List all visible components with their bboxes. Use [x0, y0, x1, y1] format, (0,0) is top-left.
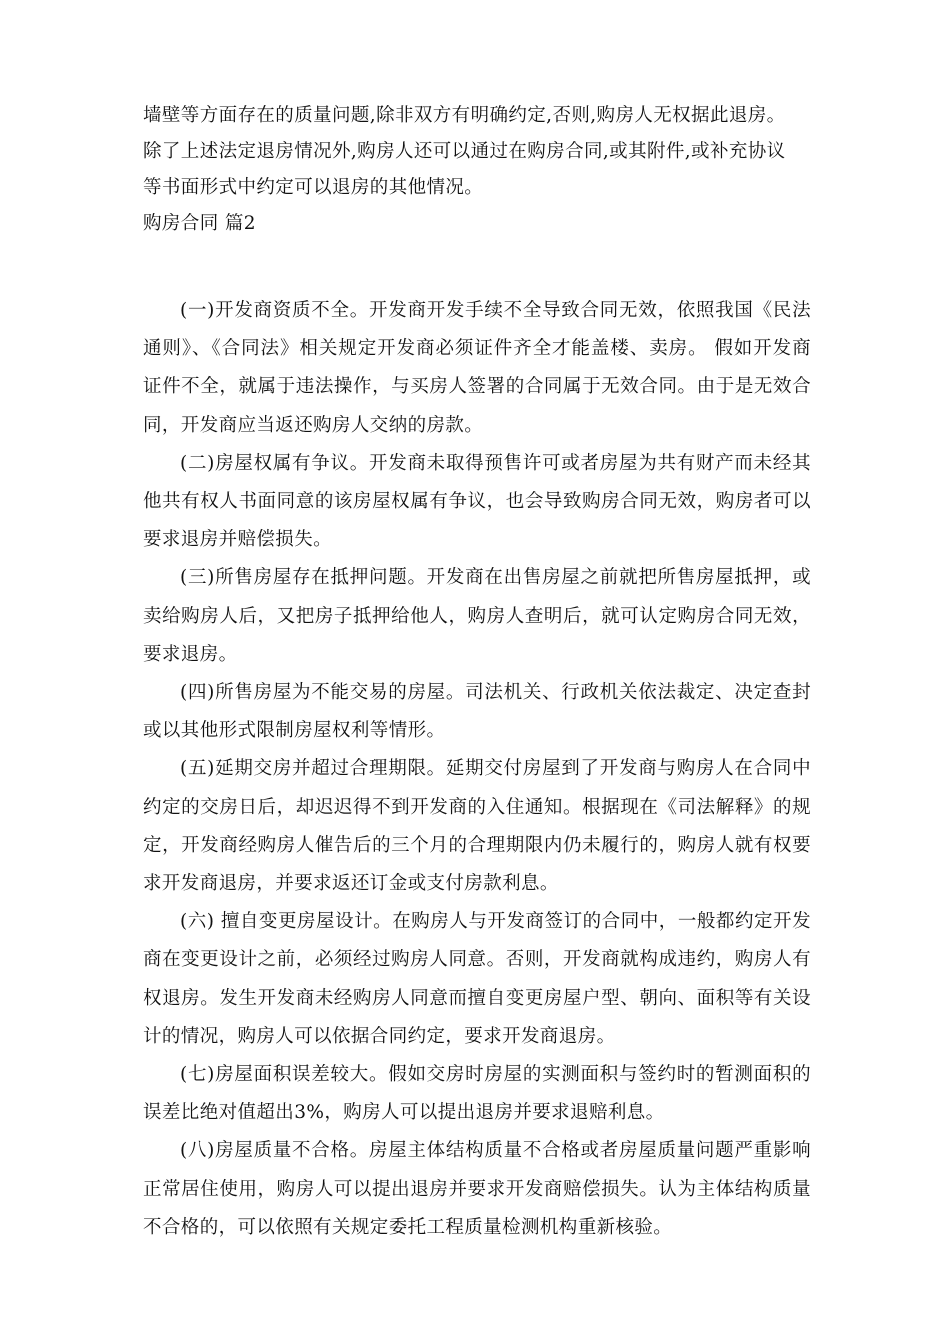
paragraph: (七)房屋面积误差较大。假如交房时房屋的实测面积与签约时的暂测面积的误差比绝对值超出3%，购房人可以提出退房并要求退赔利息。: [143, 1064, 811, 1124]
intro-line: 除了上述法定退房情况外,购房人还可以通过在购房合同,或其附件,或补充协议: [143, 141, 786, 162]
paragraph: (六) 擅自变更房屋设计。在购房人与开发商签订的合同中，一般都约定开发商在变更设计之前，必须经过购房人同意。否则，开发商就构成违约，购房人有权退房。发生开发商未经购房人同意而擅自变更房屋户型、朝向、面积等有关设计的情况，购房人可以依据合同约定，要求开发商退房。: [143, 911, 811, 1047]
paragraph: (二)房屋权属有争议。开发商未取得预售许可或者房屋为共有财产而未经其他共有权人书面同意的该房屋权属有争议，也会导致购房合同无效，购房者可以要求退房并赔偿损失。: [143, 452, 811, 551]
paragraph: (八)房屋质量不合格。房屋主体结构质量不合格或者房屋质量问题严重影响正常居住使用，购房人可以提出退房并要求开发商赔偿损失。认为主体结构质量不合格的，可以依照有关规定委托工程质量检测机构重新核验。: [143, 1140, 811, 1238]
section-heading: 购房合同 篇2: [143, 213, 256, 234]
paragraph-list: [143, 292, 811, 1247]
paragraph: (一)开发商资质不全。开发商开发手续不全导致合同无效，依照我国《民法通则》、《合同法》相关规定开发商必须证件齐全才能盖楼、卖房。 假如开发商证件不全，就属于违法操作，与买房人签署的合同属于无效合同。由于是无效合同，开发商应当返还购房人交纳的房款。: [143, 300, 811, 436]
intro-line: 等书面形式中约定可以退房的其他情况。: [143, 177, 484, 198]
paragraph: (五)延期交房并超过合理期限。延期交付房屋到了开发商与购房人在合同中约定的交房日后，却迟迟得不到开发商的入住通知。根据现在《司法解释》的规定，开发商经购房人催告后的三个月的合理期限内仍未履行的，购房人就有权要求开发商退房，并要求返还订金或支付房款利息。: [143, 758, 811, 895]
paragraph: (三)所售房屋存在抵押问题。开发商在出售房屋之前就把所售房屋抵押，或卖给购房人后，又把房子抵押给他人，购房人查明后，就可认定购房合同无效，要求退房。: [143, 567, 811, 665]
paragraph: (四)所售房屋为不能交易的房屋。司法机关、行政机关依法裁定、决定查封或以其他形式限制房屋权利等情形。: [143, 682, 811, 742]
intro-block: [143, 98, 811, 242]
intro-line: 墙壁等方面存在的质量问题,除非双方有明确约定,否则,购房人无权据此退房。: [143, 105, 786, 126]
